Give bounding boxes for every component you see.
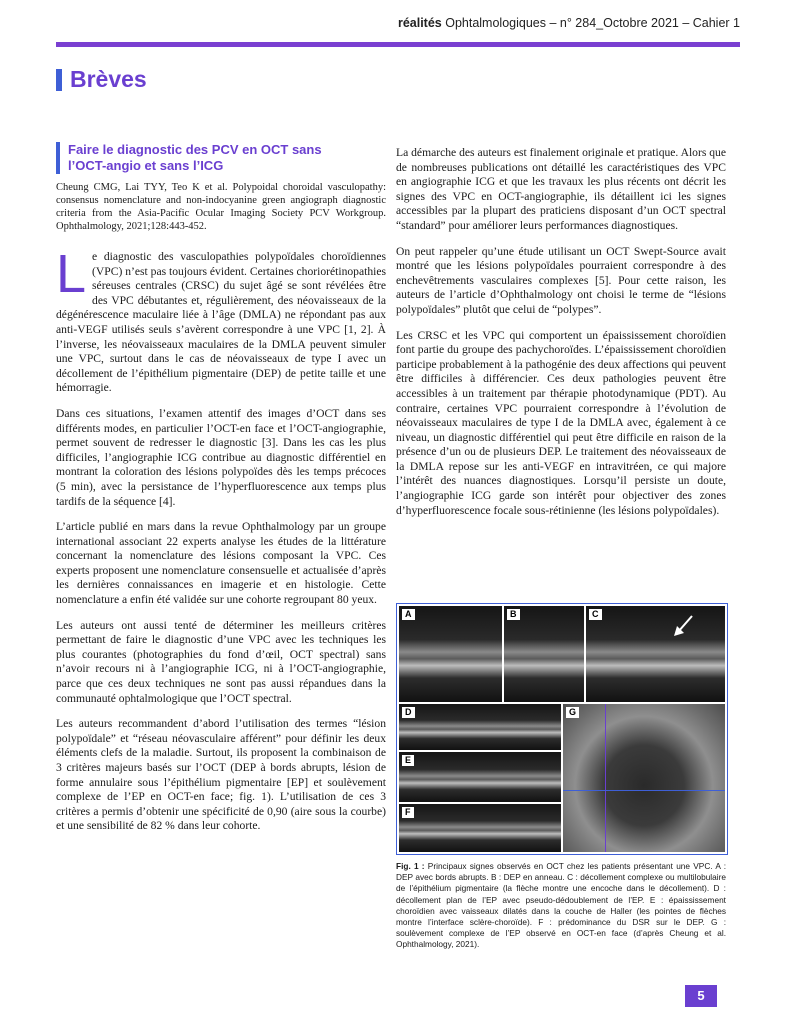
- header-rule: [56, 42, 740, 47]
- horizontal-guide-line: [563, 790, 725, 791]
- page-header: [398, 16, 740, 30]
- dropcap: L: [56, 244, 87, 304]
- paragraph: Le diagnostic des vasculopathies polypoïdales choroïdiennes (VPC) n’est pas toujours évident. Certaines choriorétinopathies séreuses centrales (CRSC) du sujet âgé se sont révélées être des VPC débutantes et, régulièrement, des néovaisseaux de la dégénérescence maculaire liée à l’âge (DMLA) ne répondant pas aux anti-VEGF utilisés seuls s’avèrent correspondre à une VPC [1, 2]. À l’inverse, les néovaisseaux maculaires de la DMLA peuvent simuler une VPC, surtout dans le cas de néovaisseaux de type I avec un décollement de l’épithélium pigmentaire (DEP) de petite taille et une hémorragie.: [56, 244, 387, 395]
- article-title-block: [56, 142, 356, 174]
- figure-1: [396, 603, 728, 855]
- paragraph: La démarche des auteurs est finalement originale et pratique. Alors que de nombreuses publications ont détaillé les caractéristiques des VPC en angiographie ICG et que les travaux les plus récents ont décrit les signes des VPC en OCT-angiographie, ils détaillent ici les signes accessibles par la plupart des praticiens disposant d’un OCT spectral “standard” pour améliorer leurs performances diagnostiques.: [396, 146, 726, 232]
- figure-caption-label: Fig. 1 :: [396, 861, 425, 871]
- paragraph: Les auteurs recommandent d’abord l’utilisation des termes “lésion polypoïdale” et “réseau néovasculaire afférent” pour définir les deux éléments clefs de la maladie. Surtout, ils proposent la combinaison de 3 critères majeurs basés sur l’OCT (DEP à bords abrupts, lésion de forme annulaire sous l’épithélium pigmentaire [EP] et soulèvement complexe de l’EP en OCT-en face; fig. 1). L’utilisation de ces 3 critères a permis d’obtenir une spécificité de 0,90 (aire sous la courbe) et une sensibilité de 82 % dans leur cohorte.: [56, 717, 386, 833]
- paragraph: On peut rappeler qu’une étude utilisant un OCT Swept-Source avait montré que les lésions polypoïdales pourraient correspondre à des enchevêtrements vasculaires complexes [5]. Pour cette raison, les auteurs de l’article d’Ophthalmology ont choisi le terme de “lésions polypoïdales” plutôt que celui de “polypes”.: [396, 244, 726, 316]
- journal-issue: Ophtalmologiques – n° 284_Octobre 2021 – Cahier 1: [441, 16, 740, 30]
- figure-panel-e: E: [399, 752, 561, 802]
- figure-panel-b: B: [504, 606, 584, 702]
- article-title-bar: [56, 142, 60, 174]
- paragraph: Les auteurs ont aussi tenté de déterminer les meilleurs critères permettant de faire le diagnostic d’une VPC avec les techniques les plus courantes (photographies du fond d’œil, OCT spectral) sans n’avoir recours ni à l’angiographie ICG, ni à l’OCT-angiographie, parce que ces deux techniques ne sont pas aussi répandues dans la communauté ophtalmologique que l’OCT spectral.: [56, 618, 386, 705]
- figure-panel-a: A: [399, 606, 502, 702]
- figure-panel-g: G: [563, 704, 725, 852]
- figure-panel-d: D: [399, 704, 561, 750]
- section-heading: [56, 66, 147, 93]
- vertical-guide-line: [605, 704, 606, 852]
- paragraph: L’article publié en mars dans la revue Ophthalmology par un groupe international associant 22 experts analyse les études de la littérature concernant la nomenclature des lésions composant la VPC. Ces experts proposent une nomenclature consensuelle et actualisée d’après les dernières connaissances en imagerie et en histologie. Cette nomenclature a enfin été validée sur une cohorte regroupant 80 yeux.: [56, 520, 386, 607]
- article-title: Faire le diagnostic des PCV en OCT sans l’OCT-angio et sans l’ICG: [68, 142, 322, 173]
- figure-caption-text: Principaux signes observés en OCT chez les patients présentant une VPC. A : DEP avec bords abrupts. B : DEP en anneau. C : décollement complexe ou multilobulaire de l’épithélium pigmentaire (la flèche montre une encoche dans le décollement). D : décollement plan de l’EP avec pseudo-dédoublement de l’EP. E : épaississement choroïdien avec vaisseaux dilatés dans la couche de Haller (les pointes de flèches montre l’interface sclère-choroïde). F : prédominance du DSR sur le DEP. G : soulèvement complexe de l’EP observé en OCT-en face (d’après Cheung et al. Ophthalmology, 2021).: [396, 861, 726, 950]
- right-column: [396, 146, 726, 529]
- paragraph: Les CRSC et les VPC qui comportent un épaississement choroïdien font partie du groupe des pachychoroïdes. L’épaississement choroïdien participe probablement à la pathogénie des deux affections qui peuvent être difficiles à différencier. Ces deux pathologies peuvent être accessibles à un traitement par thérapie photodynamique (PDT). Au contraire, certaines VPC pourraient correspondre à l’évolution de néovaisseaux maculaires de type I de la DMLA avec, également à ce niveau, un diagnostic différentiel qui peut être difficile en raison de la présence d’un ou de plusieurs DEP. Le traitement des néovaisseaux de la DMLA repose sur les anti-VEGF en intravitréen, ce qui majore l’intérêt des nuances diagnostiques. Lorsqu’il persiste un doute, l’angiographie ICG garde son intérêt pour objectiver des zones d’hyperfluorescence focale sous-rétinienne (les lésions polypoïdales).: [396, 328, 726, 517]
- arrow-icon: [672, 614, 696, 638]
- figure-panel-c: C: [586, 606, 725, 702]
- paragraph: Dans ces situations, l’examen attentif des images d’OCT dans ses différents modes, en particulier l’OCT-en face et l’OCT-angiographie, permet souvent de redresser le diagnostic [3]. Dans les cas les plus difficiles, l’angiographie ICG contribue au diagnostic différentiel en montrant la coloration des lésions polypoïdes dès les temps précoces (5 min), avec la persistance de l’hyperfluorescence aux temps plus tardifs de la séquence [4].: [56, 406, 386, 508]
- article-reference: Cheung CMG, Lai TYY, Teo K et al. Polypoidal choroidal vasculopathy: consensus nomenclature and non-indocyanine green angiograph diagnostic criteria from the Asia-Pacific Ocular Imaging Society PCV Workgroup. Ophthalmology, 2021;128:443-452.: [56, 182, 386, 232]
- page-number: 5: [685, 985, 717, 1007]
- figure-caption: [396, 861, 726, 951]
- section-bar: [56, 69, 62, 91]
- figure-panel-f: F: [399, 804, 561, 852]
- left-column: [56, 244, 387, 845]
- section-title: Brèves: [70, 66, 147, 92]
- journal-brand: réalités: [397, 16, 442, 30]
